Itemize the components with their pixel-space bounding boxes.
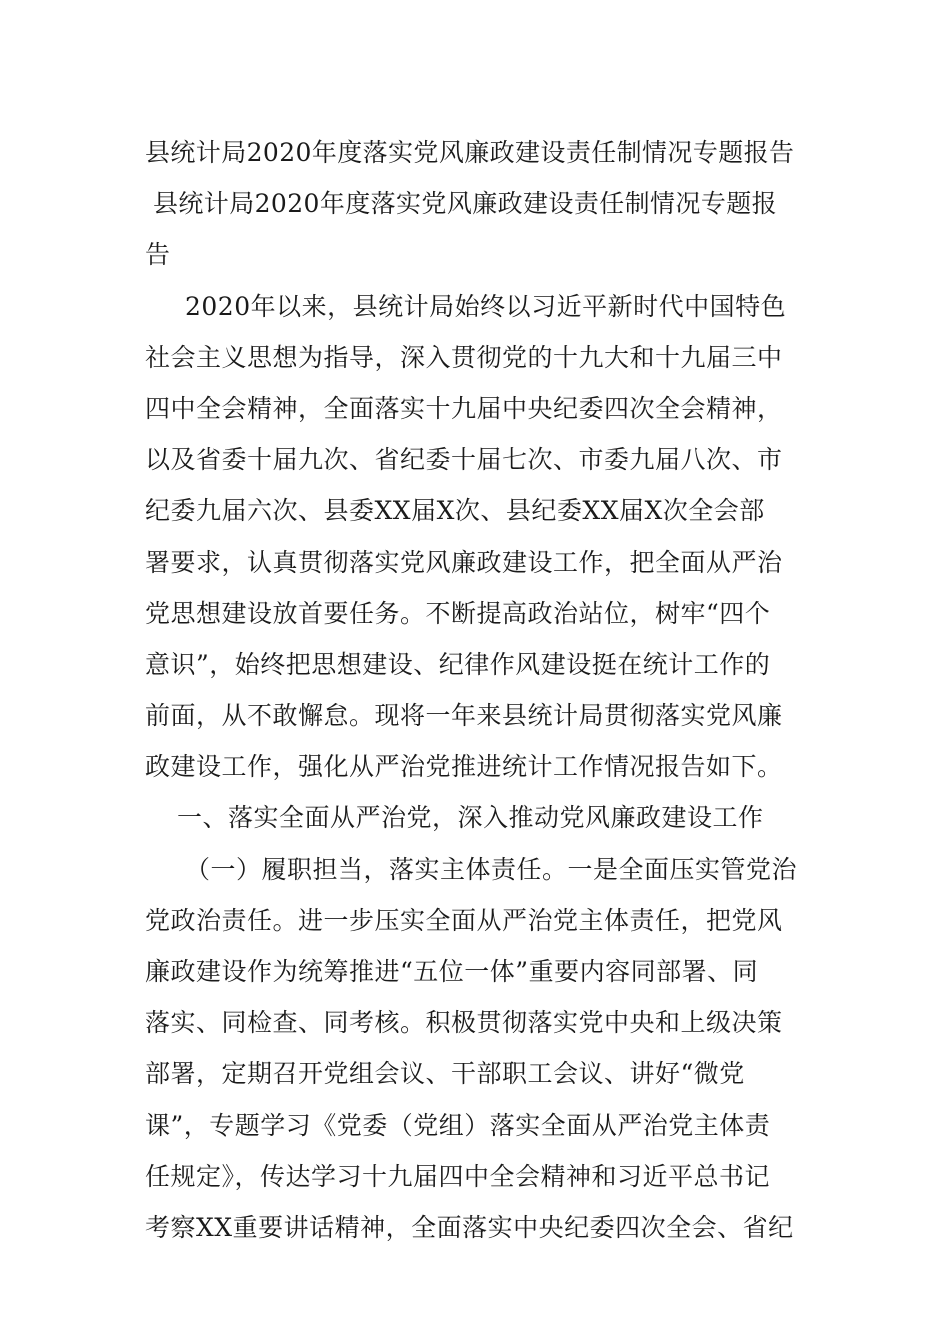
subsection-paragraph-line: 廉政建设作为统筹推进“五位一体”重要内容同部署、同 <box>145 957 759 986</box>
document-title-line-3: 告 <box>145 240 171 270</box>
document-title-line-2: 县统计局2020年度落实党风廉政建设责任制情况专题报 <box>153 189 778 219</box>
document-title-line-1: 县统计局2020年度落实党风廉政建设责任制情况专题报告 <box>145 138 795 167</box>
intro-paragraph-line: 社会主义思想为指导，深入贯彻党的十九大和十九届三中 <box>145 342 783 372</box>
section-heading: 一、落实全面从严治党，深入推动党风廉政建设工作 <box>177 803 764 833</box>
intro-paragraph-line: 党思想建设放首要任务。不断提高政治站位，树牢“四个 <box>145 598 771 628</box>
intro-paragraph-line: 意识”，始终把思想建设、纪律作风建设挺在统计工作的 <box>145 649 771 679</box>
intro-paragraph-line: 2020年以来，县统计局始终以习近平新时代中国特色 <box>185 291 787 321</box>
subsection-paragraph-line: 党政治责任。进一步压实全面从严治党主体责任，把党风 <box>145 905 783 935</box>
subsection-paragraph-line: 落实、同检查、同考核。积极贯彻落实党中央和上级决策 <box>145 1008 783 1038</box>
subsection-paragraph-line: 考察XX重要讲话精神，全面落实中央纪委四次全会、省纪 <box>145 1212 794 1242</box>
subsection-paragraph-line: 课”，专题学习《党委（党组）落实全面从严治党主体责 <box>145 1110 771 1140</box>
subsection-paragraph-line: （一）履职担当，落实主体责任。一是全面压实管党治 <box>185 854 798 884</box>
document-page <box>145 127 810 1253</box>
intro-paragraph-line: 署要求，认真贯彻落实党风廉政建设工作，把全面从严治 <box>145 547 783 577</box>
subsection-paragraph-line: 任规定》，传达学习十九届四中全会精神和习近平总书记 <box>145 1161 771 1191</box>
intro-paragraph-line: 前面，从不敢懈怠。现将一年来县统计局贯彻落实党风廉 <box>145 701 783 731</box>
intro-paragraph-line: 政建设工作，强化从严治党推进统计工作情况报告如下。 <box>145 752 783 782</box>
subsection-paragraph-line: 部署，定期召开党组会议、干部职工会议、讲好“微党 <box>145 1059 745 1089</box>
intro-paragraph-line: 纪委九届六次、县委XX届X次、县纪委XX届X次全会部 <box>145 496 765 526</box>
intro-paragraph-line: 四中全会精神，全面落实十九届中央纪委四次全会精神， <box>145 393 783 423</box>
intro-paragraph-line: 以及省委十届九次、省纪委十届七次、市委九届八次、市 <box>145 445 783 475</box>
